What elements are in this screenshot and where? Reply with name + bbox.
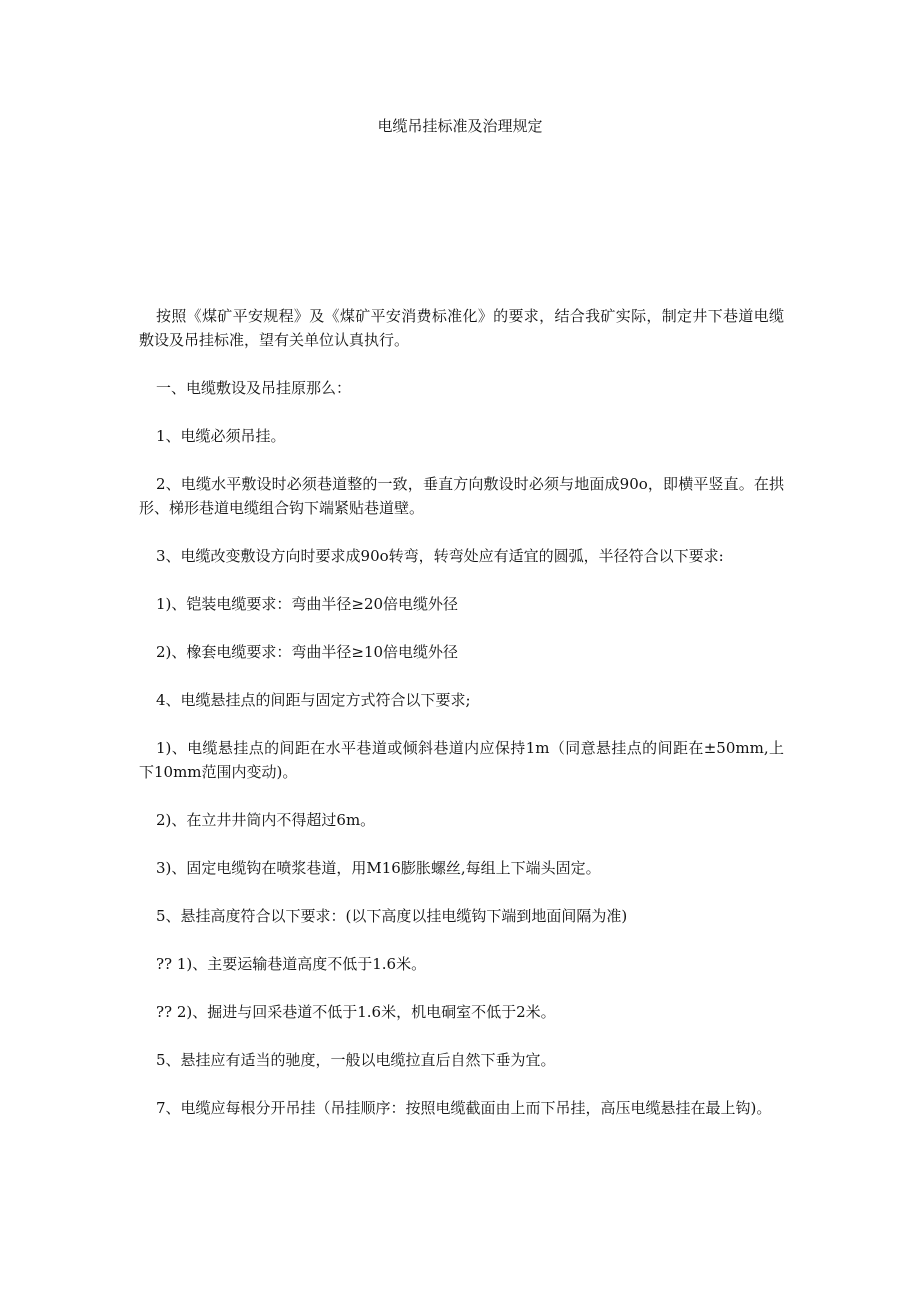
rule-4-item-3: 3)、固定电缆钩在喷浆巷道，用M16膨胀螺丝,每组上下端头固定。 [156,859,601,877]
rule-3-item-2: 2)、橡套电缆要求：弯曲半径≥10倍电缆外径 [156,643,459,661]
document-body [139,304,784,1144]
rule-4-item-2: 2)、在立井井筒内不得超过6m。 [156,811,376,829]
paragraph-intro: 按照《煤矿平安规程》及《煤矿平安消费标准化》的要求，结合我矿实际，制定井下巷道电缆敷设及吊挂标准，望有关单位认真执行。 [139,307,784,349]
rule-5-item-1: ?? 1)、主要运输巷道高度不低于1.6米。 [156,955,427,973]
rule-4-item-1: 1)、电缆悬挂点的间距在水平巷道或倾斜巷道内应保持1m（同意悬挂点的间距在±50mm,上下10mm范围内变动)。 [139,739,784,781]
rule-4: 4、电缆悬挂点的间距与固定方式符合以下要求; [156,691,471,709]
document-title: 电缆吊挂标准及治理规定 [377,117,543,135]
section-heading-1: 一、电缆敷设及吊挂原那么： [156,379,352,397]
rule-5-item-2: ?? 2)、掘进与回采巷道不低于1.6米，机电硐室不低于2米。 [156,1003,556,1021]
rule-2: 2、电缆水平敷设时必须巷道整的一致，垂直方向敷设时必须与地面成90o，即横平竖直。在拱形、梯形巷道电缆组合钩下端紧贴巷道壁。 [139,475,784,517]
rule-1: 1、电缆必须吊挂。 [156,427,286,445]
rule-5: 5、悬挂高度符合以下要求：(以下高度以挂电缆钩下端到地面间隔为准) [156,907,628,925]
rule-7: 7、电缆应每根分开吊挂（吊挂顺序：按照电缆截面由上而下吊挂，高压电缆悬挂在最上钩)。 [156,1099,772,1117]
rule-5-sag: 5、悬挂应有适当的驰度，一般以电缆拉直后自然下垂为宜。 [156,1051,556,1069]
rule-3: 3、电缆改变敷设方向时要求成90o转弯，转弯处应有适宜的圆弧，半径符合以下要求: [156,547,724,565]
rule-3-item-1: 1)、铠装电缆要求：弯曲半径≥20倍电缆外径 [156,595,459,613]
